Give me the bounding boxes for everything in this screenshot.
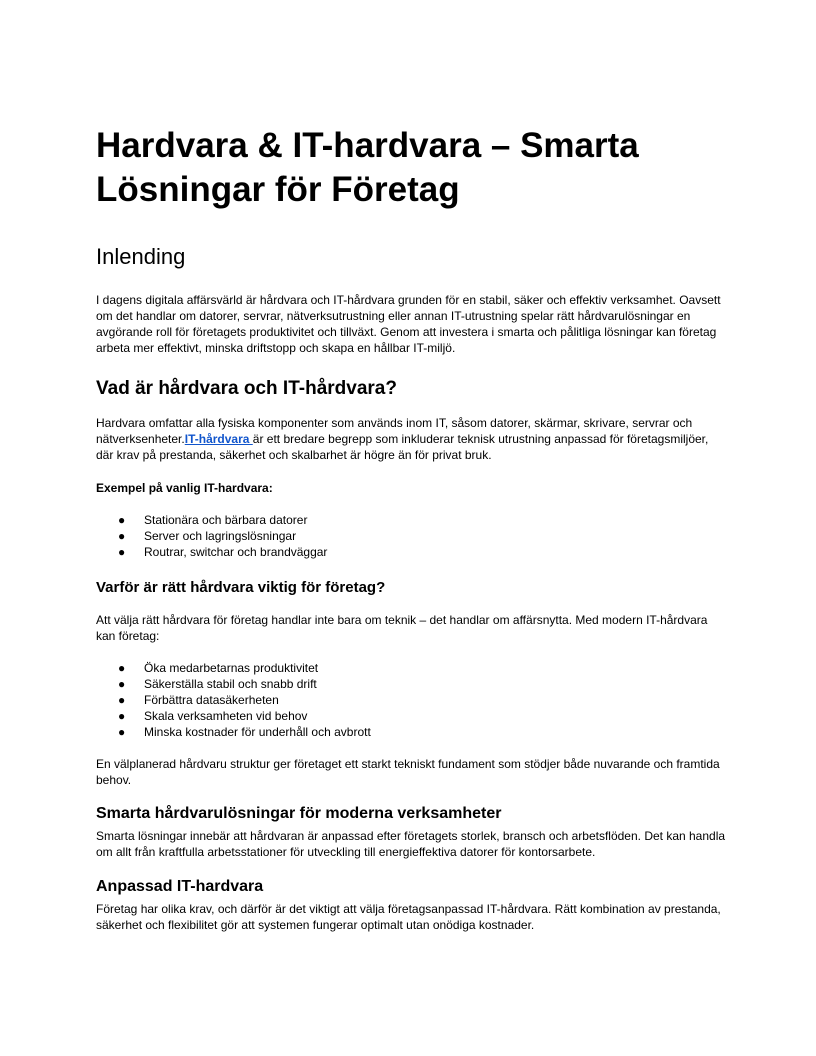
bullet-icon: ● bbox=[118, 725, 126, 739]
list-item-text: Minska kostnader för underhåll och avbrott bbox=[144, 725, 371, 739]
list-item bbox=[96, 676, 728, 692]
smart-paragraph: Smarta lösningar innebär att hårdvaran är anpassad efter företagets storlek, bransch och arbetsflöden. Det kan handla om allt från kraftfulla arbetsstationer för utveckling till energieffektiva datorer för kontorsarbete. bbox=[96, 829, 726, 859]
page-title bbox=[96, 124, 728, 212]
bullet-icon: ● bbox=[118, 709, 126, 723]
why-paragraph: Att välja rätt hårdvara för företag handlar inte bara om teknik – det handlar om affärsnytta. Med modern IT-hårdvara kan företag: bbox=[96, 613, 708, 643]
intro-paragraph: I dagens digitala affärsvärld är hårdvara och IT-hårdvara grunden för en stabil, säker och effektiv verksamhet. Oavsett om det handlar om datorer, servrar, nätverksutrustning eller annan IT-utrustning spelar rätt hårdvarulösningar en avgörande roll för företagets produktivitet och tillväxt. Genom att investera i smarta och pålitliga lösningar kan företag arbeta mer effektivt, minska driftstopp och skapa en hållbar IT-miljö. bbox=[96, 293, 721, 355]
why-conclusion: En välplanerad hårdvaru struktur ger företaget ett starkt tekniskt fundament som stödjer både nuvarande och framtida behov. bbox=[96, 757, 720, 787]
list-item bbox=[96, 692, 728, 708]
bullet-icon: ● bbox=[118, 693, 126, 707]
list-item-text: Server och lagringslösningar bbox=[144, 529, 297, 543]
what-is-heading: Vad är hårdvara och IT-hårdvara? bbox=[96, 378, 397, 399]
list-item bbox=[96, 660, 728, 676]
list-item-text: Stationära och bärbara datorer bbox=[144, 513, 308, 527]
list-item bbox=[96, 528, 728, 544]
custom-heading: Anpassad IT-hardvara bbox=[96, 878, 264, 895]
bullet-icon: ● bbox=[118, 661, 126, 675]
list-item-text: Öka medarbetarnas produktivitet bbox=[144, 661, 319, 675]
page-title-line-2: Lösningar för Företag bbox=[96, 170, 460, 209]
what-is-text-after-link: är ett bredare begrepp som inkluderar teknisk utrustning anpassad för företagsmiljöer, där krav på prestanda, säkerhet och skalbarhet är högre än för privat bruk. bbox=[96, 432, 709, 462]
custom-paragraph: Företag har olika krav, och därför är det viktigt att välja företagsanpassad IT-hårdvara. Rätt kombination av prestanda, säkerhet och flexibilitet gör att systemen fungerar optimalt utan onödiga kostnader. bbox=[96, 902, 721, 932]
list-item bbox=[96, 512, 728, 528]
list-item bbox=[96, 544, 728, 560]
list-item-text: Förbättra datasäkerheten bbox=[144, 693, 279, 707]
list-item bbox=[96, 724, 728, 740]
document-body bbox=[96, 124, 728, 933]
bullet-icon: ● bbox=[118, 677, 126, 691]
why-heading: Varför är rätt hårdvara viktig för företag? bbox=[96, 579, 386, 596]
intro-heading: Inlending bbox=[96, 244, 186, 269]
list-item-text: Säkerställa stabil och snabb drift bbox=[144, 677, 317, 691]
bullet-icon: ● bbox=[118, 545, 126, 559]
page-title-line-1: Hardvara & IT-hardvara – Smarta bbox=[96, 126, 639, 165]
list-item bbox=[96, 708, 728, 724]
bullet-icon: ● bbox=[118, 513, 126, 527]
examples-label: Exempel på vanlig IT-hardvara: bbox=[96, 481, 273, 495]
bullet-icon: ● bbox=[118, 529, 126, 543]
list-item-text: Skala verksamheten vid behov bbox=[144, 709, 308, 723]
smart-heading: Smarta hårdvarulösningar för moderna verksamheter bbox=[96, 805, 502, 822]
what-is-text-before-link: Hardvara omfattar alla fysiska komponenter som används inom IT, såsom datorer, skärmar, skrivare, servrar och nätverksenheter. bbox=[96, 416, 693, 446]
examples-list bbox=[96, 512, 728, 560]
it-hardvara-link[interactable]: IT-hårdvara bbox=[184, 432, 253, 446]
what-is-paragraph bbox=[96, 415, 728, 463]
list-item-text: Routrar, switchar och brandväggar bbox=[144, 545, 328, 559]
why-list bbox=[96, 660, 728, 740]
